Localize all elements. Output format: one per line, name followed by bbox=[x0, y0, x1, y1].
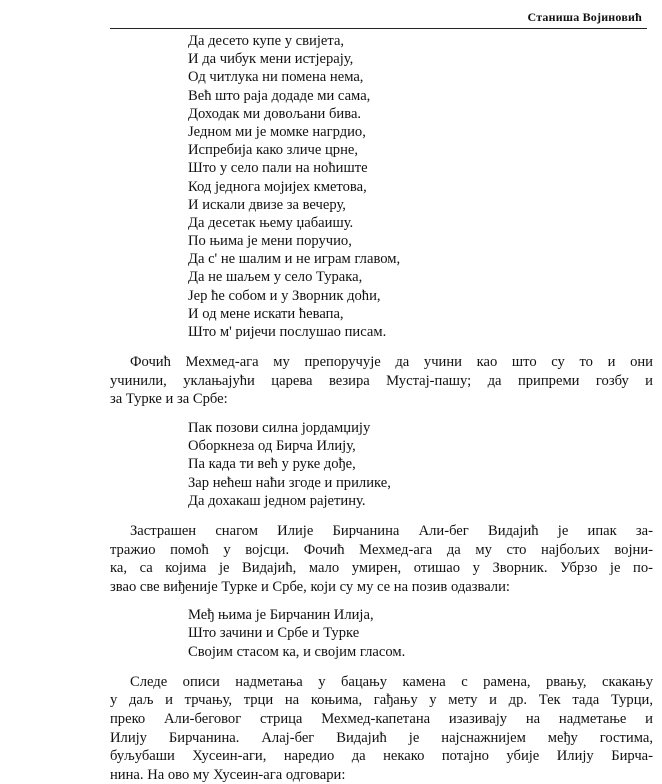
paragraph-line: Следе описи надметања у бацању камена с рамена, рвању, скакању bbox=[130, 673, 653, 690]
verse-line: Зар нећеш наћи згоде и прилике, bbox=[188, 474, 391, 491]
paragraph-line: учинили, уклањајући царева везира Мустај-пашу; да припреми гозбу и bbox=[110, 372, 653, 389]
verse-line: Пак позови силна јордамџију bbox=[188, 419, 371, 436]
paragraph-line: за Турке и за Србе: bbox=[110, 391, 228, 408]
paragraph-line: буљубаши Хусеин-аги, наредио да некако потајно убије Илију Бирча- bbox=[110, 748, 653, 765]
paragraph-line: ка, са којима је Видајић, мало умирен, отишао у Зворник. Убрзо је по- bbox=[110, 560, 653, 577]
verse-line: Међ њима је Бирчанин Илија, bbox=[188, 607, 374, 624]
paragraph-line: преко Али-беговог стрица Мехмед-капетана изазивају на надметање и bbox=[110, 711, 653, 728]
running-head bbox=[110, 8, 647, 29]
verse-line: Да не шаљем у село Турака, bbox=[188, 269, 363, 286]
verse-line: Од читлука ни помена нема, bbox=[188, 69, 364, 86]
verse-line: Доходак ми довољани бива. bbox=[188, 105, 362, 122]
verse-line: Да с' не шалим и не играм главом, bbox=[188, 251, 401, 268]
verse-line: Већ што раја додаде ми сама, bbox=[188, 87, 371, 104]
paragraph-line: тражио помоћ у војсци. Фочић Мехмед-ага да му сто најбољих војни- bbox=[110, 541, 653, 558]
verse-line: Једном ми је момке нагрдио, bbox=[188, 123, 366, 140]
paragraph-2 bbox=[110, 522, 653, 596]
verse-line: Што м' ријечи послушао писам. bbox=[188, 324, 387, 340]
verse-line: Што у село пали на ноћиште bbox=[188, 160, 368, 177]
verse-line: Да дохакаш једном рајетину. bbox=[188, 492, 366, 509]
verse-line: Па када ти већ у руке дође, bbox=[188, 456, 356, 473]
paragraph-line: Илију Бирчанина. Алај-бег Видајић је најснажнијем међу гостима, bbox=[110, 729, 653, 746]
verse-line: Јер ће собом и у Зворник доћи, bbox=[188, 287, 381, 304]
paragraph-line: звао све виђеније Турке и Србе, који су му се на позив одазвали: bbox=[110, 578, 510, 595]
verse-line: Оборкнеза од Бирча Илију, bbox=[188, 438, 356, 455]
verse-line: И да чибук мени истјерају, bbox=[188, 51, 354, 68]
verse-line: Да десетак њему џабаишу. bbox=[188, 214, 354, 231]
verse-line: Да десето купе у свијета, bbox=[188, 33, 345, 49]
verse-line: По њима је мени поручио, bbox=[188, 233, 352, 250]
paragraph-line: Застрашен снагом Илије Бирчанина Али-бег Видајић је ипак за- bbox=[130, 522, 653, 539]
paragraph-line: нина. На ово му Хусеин-ага одговари: bbox=[110, 766, 346, 783]
running-head-author: Станиша Војиновић bbox=[527, 10, 642, 24]
verse-block-2 bbox=[110, 419, 653, 510]
page-content bbox=[110, 32, 653, 784]
verse-line: Испребија како зличе црне, bbox=[188, 142, 359, 159]
verse-line: Својим стасом ка, и својим гласом. bbox=[188, 643, 406, 660]
paragraph-line: Фочић Мехмед-ага му препоручује да учини као што су то и они bbox=[130, 354, 653, 371]
verse-line: И од мене искати ћевапа, bbox=[188, 305, 344, 322]
verse-block-1 bbox=[110, 32, 653, 341]
paragraph-1 bbox=[110, 353, 653, 409]
verse-line: И искали двизе за вечеру, bbox=[188, 196, 346, 213]
paragraph-line: у даљ и трчању, трци на коњима, гађању у мету и др. Тек тада Турци, bbox=[110, 692, 653, 709]
paragraph-3 bbox=[110, 673, 653, 784]
verse-block-3 bbox=[110, 606, 653, 661]
verse-line: Код једнога мојијех кметова, bbox=[188, 178, 367, 195]
verse-line: Што зачини и Србе и Турке bbox=[188, 625, 360, 642]
